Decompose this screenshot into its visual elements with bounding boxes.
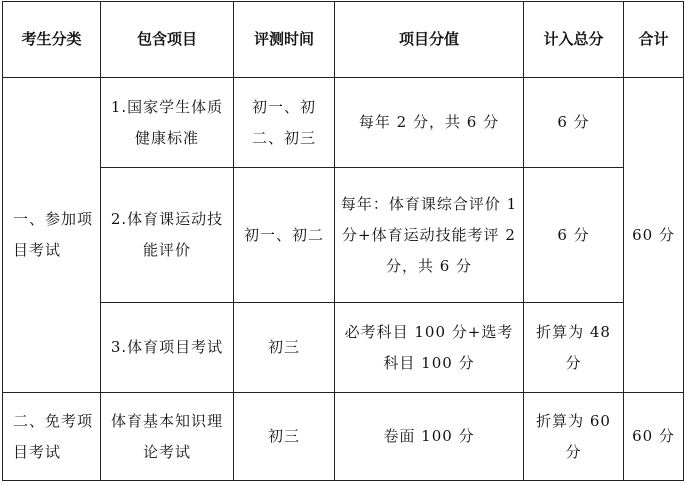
header-category: 考生分类 xyxy=(3,2,101,78)
score-cell xyxy=(524,303,624,393)
value-cell xyxy=(335,393,524,481)
category-cell xyxy=(3,393,101,481)
item-text: 1.国家学生体质健康标准 xyxy=(110,97,224,147)
total-text: 60 分 xyxy=(632,225,675,244)
score-table-container xyxy=(2,1,684,481)
table-row xyxy=(3,78,684,168)
score-cell xyxy=(524,168,624,303)
time-cell xyxy=(234,78,335,168)
score-text: 6 分 xyxy=(557,113,590,131)
item-cell xyxy=(101,303,234,393)
score-text: 折算为 60 分 xyxy=(536,411,611,461)
header-item: 包含项目 xyxy=(101,2,234,78)
item-text: 体育基本知识理论考试 xyxy=(110,411,223,461)
time-text: 初三 xyxy=(267,338,300,356)
item-cell xyxy=(101,168,234,303)
value-cell xyxy=(335,78,524,168)
header-value: 项目分值 xyxy=(335,2,524,78)
item-text: 3.体育项目考试 xyxy=(110,338,224,356)
score-cell xyxy=(524,393,624,481)
score-text: 6 分 xyxy=(557,225,590,244)
time-text: 初一、初二 xyxy=(243,225,324,244)
header-total: 合计 xyxy=(624,2,684,78)
table-row xyxy=(3,303,684,393)
value-cell xyxy=(335,168,524,303)
header-score: 计入总分 xyxy=(524,2,624,78)
total-text: 60 分 xyxy=(632,427,675,445)
value-text: 每年：体育课综合评价 1 分+体育运动技能考评 2 分，共 6 分 xyxy=(340,194,518,275)
pe-score-table xyxy=(2,1,684,481)
time-cell xyxy=(234,303,335,393)
table-row xyxy=(3,393,684,481)
category-text: 二、免考项目考试 xyxy=(13,411,94,461)
score-text: 折算为 48 分 xyxy=(536,322,611,372)
item-text: 2.体育课运动技能评价 xyxy=(110,210,224,259)
score-cell xyxy=(524,78,624,168)
table-row xyxy=(3,168,684,303)
total-cell xyxy=(624,393,684,481)
header-time: 评测时间 xyxy=(234,2,335,78)
total-cell xyxy=(624,78,684,393)
value-text: 每年 2 分，共 6 分 xyxy=(358,113,500,131)
value-text: 卷面 100 分 xyxy=(383,427,475,445)
header-row xyxy=(3,2,684,78)
category-cell xyxy=(3,78,101,393)
time-cell xyxy=(234,393,335,481)
value-cell xyxy=(335,303,524,393)
time-text: 初一、初二、初三 xyxy=(251,97,316,147)
item-cell xyxy=(101,78,234,168)
category-text: 一、参加项目考试 xyxy=(13,210,94,259)
item-cell xyxy=(101,393,234,481)
time-text: 初三 xyxy=(267,427,300,445)
time-cell xyxy=(234,168,335,303)
value-text: 必考科目 100 分+选考科目 100 分 xyxy=(344,322,514,372)
